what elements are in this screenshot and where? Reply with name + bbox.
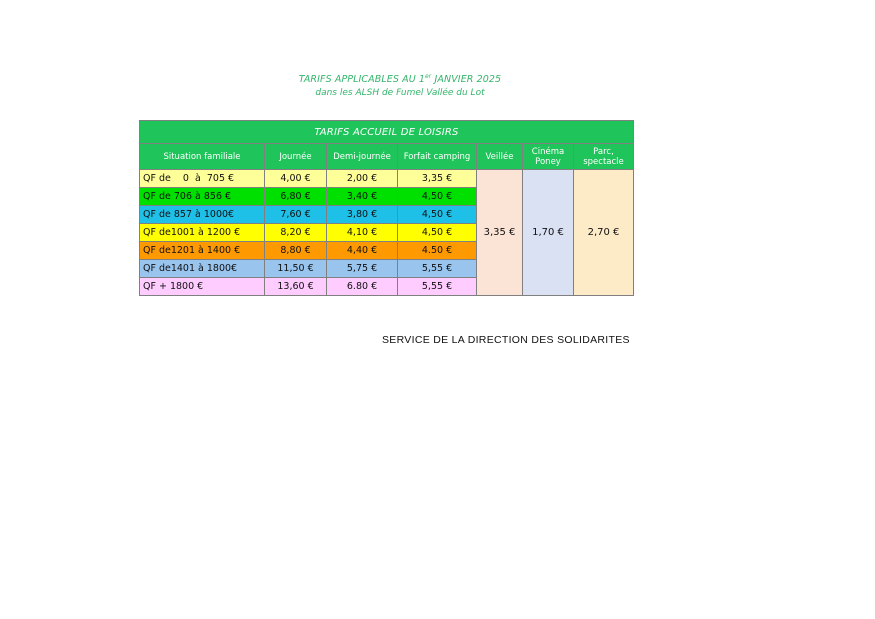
situation-cell: QF de1201 à 1400 € — [140, 242, 265, 260]
demi-journee-cell: 3,40 € — [327, 188, 398, 206]
parc-spectacle-price: 2,70 € — [574, 170, 634, 296]
forfait-camping-cell: 5,55 € — [398, 278, 477, 296]
header-demi-journee: Demi-journée — [327, 144, 398, 170]
situation-cell: QF de 0 à 705 € — [140, 170, 265, 188]
journee-cell: 11,50 € — [265, 260, 327, 278]
journee-cell: 8,80 € — [265, 242, 327, 260]
forfait-camping-cell: 4.50 € — [398, 242, 477, 260]
header-veillee: Veillée — [477, 144, 523, 170]
demi-journee-cell: 4,10 € — [327, 224, 398, 242]
footer-service: SERVICE DE LA DIRECTION DES SOLIDARITES — [382, 334, 630, 346]
demi-journee-cell: 5,75 € — [327, 260, 398, 278]
situation-cell: QF + 1800 € — [140, 278, 265, 296]
journee-cell: 7,60 € — [265, 206, 327, 224]
forfait-camping-cell: 4,50 € — [398, 224, 477, 242]
situation-cell: QF de 706 à 856 € — [140, 188, 265, 206]
tariffs-table — [139, 120, 634, 296]
journee-cell: 8,20 € — [265, 224, 327, 242]
veillee-price: 3,35 € — [477, 170, 523, 296]
forfait-camping-cell: 4,50 € — [398, 206, 477, 224]
forfait-camping-cell: 4,50 € — [398, 188, 477, 206]
situation-cell: QF de 857 à 1000€ — [140, 206, 265, 224]
forfait-camping-cell: 5,55 € — [398, 260, 477, 278]
header-cinema-poney: Cinéma Poney — [523, 144, 574, 170]
table-row — [140, 170, 634, 188]
demi-journee-cell: 6.80 € — [327, 278, 398, 296]
document-subtitle: dans les ALSH de Fumel Vallée du Lot — [315, 88, 485, 98]
cinema-poney-price: 1,70 € — [523, 170, 574, 296]
header-forfait-camping: Forfait camping — [398, 144, 477, 170]
header-journee: Journée — [265, 144, 327, 170]
journee-cell: 4,00 € — [265, 170, 327, 188]
header-parc-spectacle: Parc, spectacle — [574, 144, 634, 170]
demi-journee-cell: 4,40 € — [327, 242, 398, 260]
situation-cell: QF de1001 à 1200 € — [140, 224, 265, 242]
table-header-row — [140, 144, 634, 170]
situation-cell: QF de1401 à 1800€ — [140, 260, 265, 278]
document-title: TARIFS APPLICABLES AU 1er JANVIER 2025 — [298, 73, 502, 86]
table-title: TARIFS ACCUEIL DE LOISIRS — [140, 121, 634, 144]
header-situation: Situation familiale — [140, 144, 265, 170]
demi-journee-cell: 3,80 € — [327, 206, 398, 224]
demi-journee-cell: 2,00 € — [327, 170, 398, 188]
journee-cell: 6,80 € — [265, 188, 327, 206]
title-superscript: er — [425, 73, 432, 80]
forfait-camping-cell: 3,35 € — [398, 170, 477, 188]
journee-cell: 13,60 € — [265, 278, 327, 296]
